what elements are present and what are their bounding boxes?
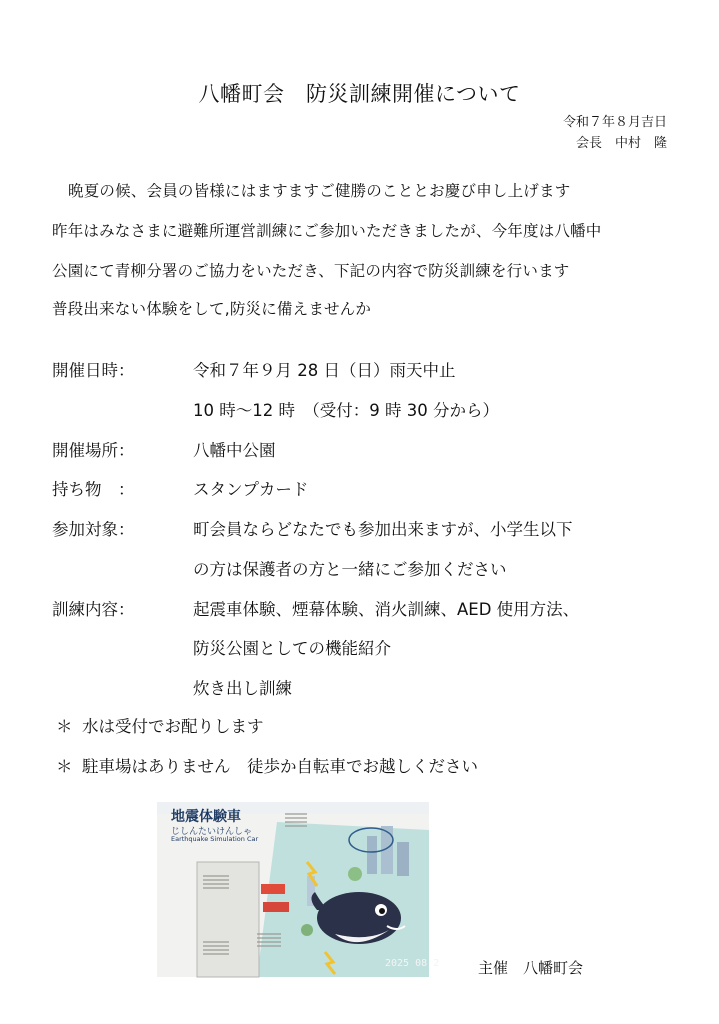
photo-timestamp: 2025 08 2 <box>385 958 440 969</box>
vehicle-reading: じしんたいけんしゃ <box>171 827 253 837</box>
note-text: 駐車場はありません 徒歩か自転車でお越しください <box>82 757 478 776</box>
datetime-value: 令和７年９月 28 日（日）雨天中止 <box>193 361 456 380</box>
note-text: 水は受付でお配りします <box>82 717 264 736</box>
target-value-continued: の方は保護者の方と一緒にご参加ください <box>193 560 507 579</box>
place-value: 八幡中公園 <box>193 441 276 460</box>
organizer: 主催 八幡町会 <box>478 959 584 977</box>
items-value: スタンプカード <box>193 480 309 499</box>
vehicle-english: Earthquake Simulation Car <box>171 835 259 843</box>
bullet-asterisk: ＊ <box>56 757 73 776</box>
note-parking <box>56 753 478 777</box>
vehicle-title: 地震体験車 <box>171 809 241 825</box>
intro-line: 公園にて青柳分署のご協力をいただき、下記の内容で防災訓練を行います <box>52 262 570 280</box>
issue-date: 令和７年８月吉日 <box>562 115 667 130</box>
content-value: 起震車体験、煙幕体験、消火訓練、AED 使用方法、 <box>193 600 580 619</box>
intro-line: 晩夏の候、会員の皆様にはますますご健勝のこととお慶び申し上げます <box>68 182 571 200</box>
time-value: 10 時～12 時 （受付：9 時 30 分から） <box>193 401 499 420</box>
items-label: 持ち物 ： <box>52 480 135 499</box>
content-label: 訓練内容： <box>52 600 135 619</box>
content-value-continued: 防災公園としての機能紹介 <box>193 639 391 658</box>
intro-line: 普段出来ない体験をして,防災に備えませんか <box>52 300 372 318</box>
place-label: 開催場所： <box>52 441 135 460</box>
earthquake-vehicle-photo <box>157 802 440 977</box>
document-title: 八幡町会 防災訓練開催について <box>198 82 521 106</box>
bullet-asterisk: ＊ <box>56 717 73 736</box>
target-label: 参加対象： <box>52 520 135 539</box>
datetime-label: 開催日時： <box>52 361 135 380</box>
target-value: 町会員ならどなたでも参加出来ますが、小学生以下 <box>193 520 573 539</box>
author-name: 会長 中村 隆 <box>575 136 667 151</box>
content-value-continued: 炊き出し訓練 <box>193 679 292 698</box>
intro-line: 昨年はみなさまに避難所運営訓練にご参加いただきましたが、今年度は八幡中 <box>52 222 602 240</box>
note-water <box>56 713 264 737</box>
